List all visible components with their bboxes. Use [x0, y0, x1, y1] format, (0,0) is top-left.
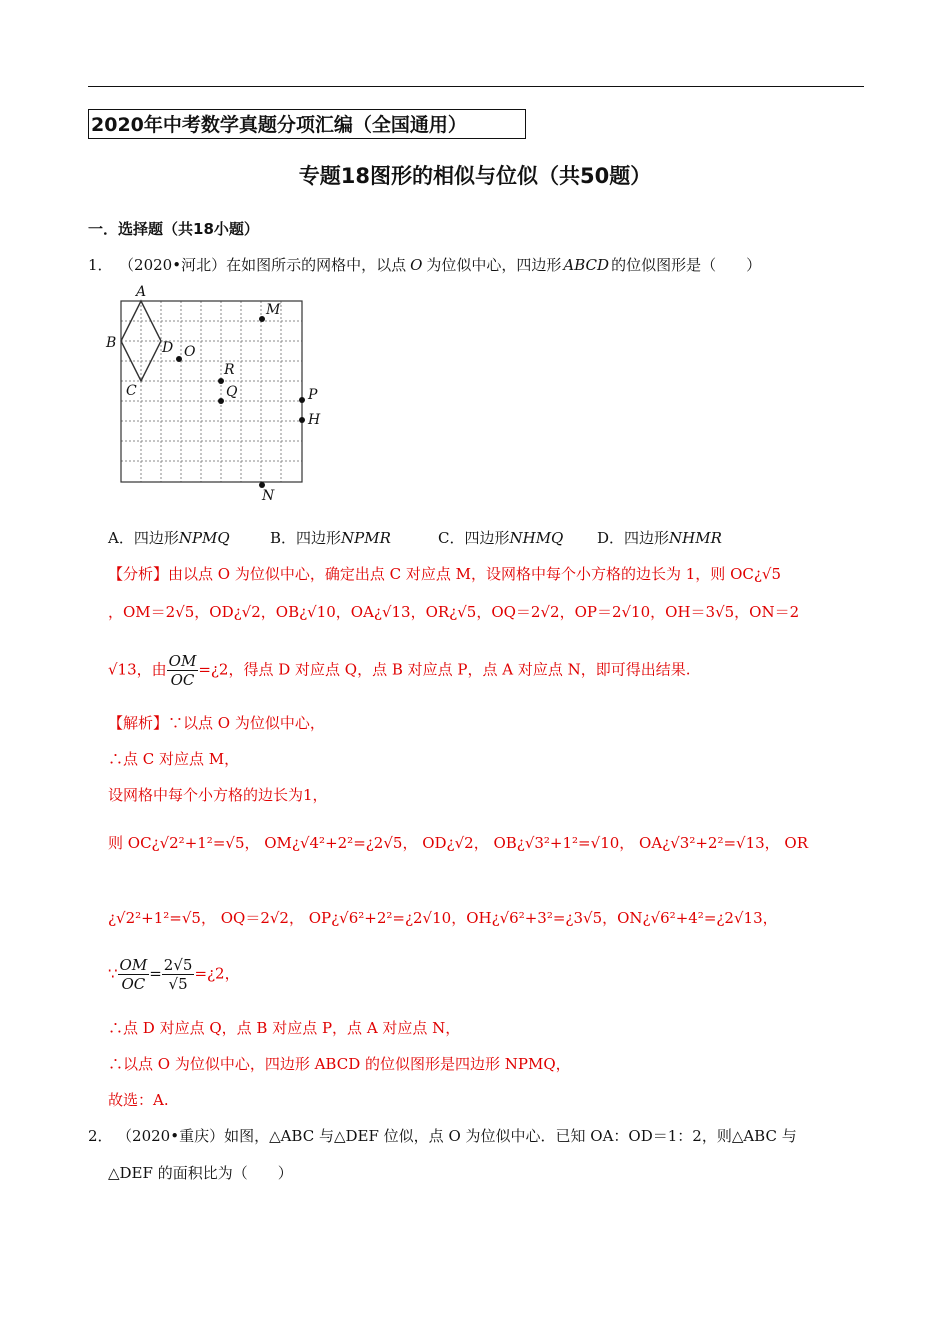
label-p: P — [308, 387, 318, 403]
point-m — [259, 316, 265, 322]
solution-line-5: ¿√2²+1²=√5， OQ＝2√2， OP¿√6²+2²=¿2√10，OH¿√6²+3²=¿3√5，ON¿√6²+4²=¿2√13， — [108, 909, 778, 927]
option-d[interactable]: D．四边形NHMR — [597, 529, 722, 547]
q1-source: （2020•河北） — [126, 256, 227, 274]
analysis-line-1: 【分析】由以点 O 为位似中心，确定出点 C 对应点 M，设网格中每个小方格的边长为 1，则 OC¿√5 — [108, 565, 781, 583]
q2-number: 2． — [88, 1127, 113, 1145]
option-b[interactable]: B．四边形NPMR — [270, 529, 391, 547]
grid-border — [121, 301, 302, 482]
point-p — [299, 397, 305, 403]
label-r: R — [224, 362, 235, 378]
point-q — [218, 398, 224, 404]
q1-number: 1． — [88, 256, 113, 274]
section-heading: 一．选择题（共18小题） — [88, 220, 259, 238]
solution-line-9: 故选：A. — [108, 1091, 169, 1109]
solution-line-6: ∵ $\frac{OM}{OC}$ = $\frac{2√5}{√5}$ =¿2， — [108, 956, 240, 993]
point-r — [218, 378, 224, 384]
label-c: C — [126, 383, 137, 399]
option-c[interactable]: C．四边形NHMQ — [438, 529, 564, 547]
analysis-tag: 【分析】 — [108, 565, 169, 583]
point-h — [299, 417, 305, 423]
grid-lines — [121, 301, 302, 482]
doc-title: 专题18图形的相似与位似（共50题） — [298, 164, 652, 188]
solution-line-3: 设网格中每个小方格的边长为1， — [108, 786, 328, 804]
solution-line-2: ∴点 C 对应点 M， — [108, 750, 240, 768]
option-a[interactable]: A．四边形NPMQ — [108, 529, 230, 547]
q1-point-o: O — [410, 256, 423, 274]
label-o: O — [184, 344, 196, 360]
label-b: B — [106, 335, 117, 351]
label-h: H — [308, 412, 321, 428]
label-d: D — [162, 340, 174, 356]
q1-stem-a: 在如图所示的网格中，以点 — [226, 256, 407, 274]
analysis-line-3: √13，由 $\frac{OM}{OC}$ =¿2，得点 D 对应点 Q，点 B 对应点 P，点 A 对应点 N，即可得出结果. — [108, 652, 691, 689]
q1-stem — [88, 254, 761, 275]
label-a: A — [136, 284, 147, 300]
analysis-line-2: ，OM＝2√5，OD¿√2，OB¿√10，OA¿√13，OR¿√5，OQ＝2√2，OP＝2√10，OH＝3√5，ON＝2 — [108, 603, 800, 621]
solution-line-1: 【解析】∵以点 O 为位似中心， — [108, 714, 325, 732]
q2-line-2: △DEF 的面积比为（ ） — [108, 1164, 293, 1182]
label-n: N — [262, 488, 275, 504]
q1-stem-b: 为位似中心，四边形 — [426, 256, 562, 274]
top-rule — [88, 86, 864, 87]
q1-grid-figure — [100, 280, 330, 505]
label-q: Q — [226, 384, 238, 400]
solution-line-8: ∴以点 O 为位似中心，四边形 ABCD 的位似图形是四边形 NPMQ， — [108, 1055, 571, 1073]
series-title: 2020年中考数学真题分项汇编（全国通用） — [88, 109, 526, 139]
q1-stem-c: 的位似图形是（ ） — [611, 256, 762, 274]
q2-line-1: 2． （2020•重庆）如图，△ABC 与△DEF 位似，点 O 为位似中心．已知 OA：OD＝1：2，则△ABC 与 — [88, 1127, 797, 1145]
solution-line-7: ∴点 D 对应点 Q，点 B 对应点 P，点 A 对应点 N， — [108, 1019, 461, 1037]
q1-quad: ABCD — [563, 256, 610, 274]
solution-tag: 【解析】 — [108, 714, 169, 732]
point-o — [176, 356, 182, 362]
solution-line-4: 则 OC¿√2²+1²=√5， OM¿√4²+2²=¿2√5， OD¿√2， OB¿√3²+1²=√10， OA¿√3²+2²=√13， OR — [108, 834, 809, 852]
label-m: M — [266, 302, 281, 318]
